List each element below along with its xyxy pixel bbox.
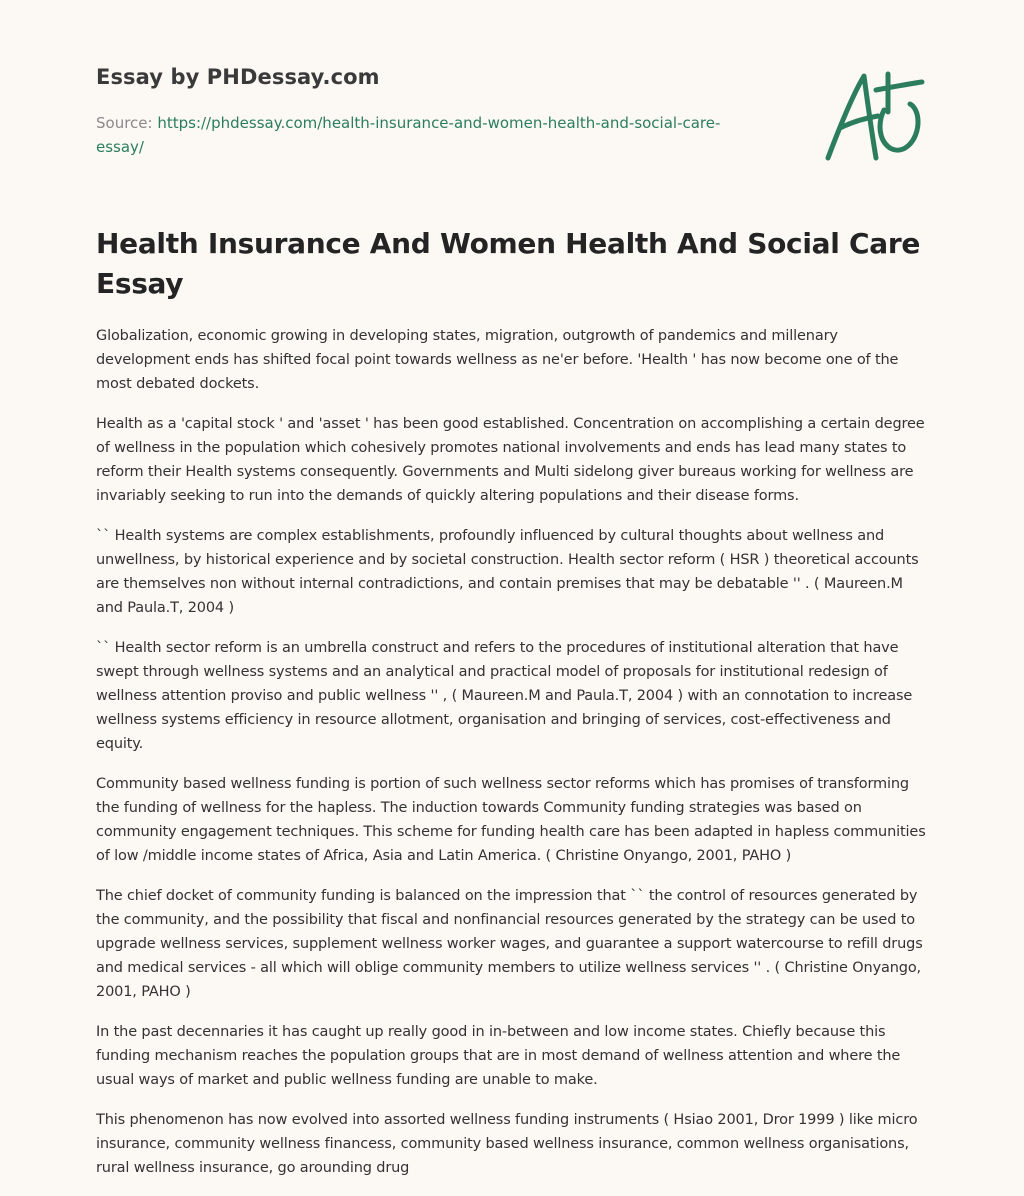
essay-paragraph: This phenomenon has now evolved into assorted wellness funding instruments ( Hsiao 2001, Dror 1999 ) like micro insurance, community wellness financess, community based wellness insurance, common wellness organisations, rural wellness insurance, go arounding drug (96, 1112, 918, 1176)
essay-body (96, 324, 934, 1196)
a-plus-grade-icon (818, 66, 930, 166)
site-brand: Essay by PHDessay.com (96, 65, 380, 89)
source-link[interactable]: https://phdessay.com/health-insurance-and-women-health-and-social-care-essay/ (96, 114, 721, 156)
essay-paragraph: Health as a 'capital stock ' and 'asset ' has been good established. Concentration on accomplishing a certain degree of wellness in the population which cohesively promotes national involvements and ends has lead many states to reform their Health systems consequently. Governments and Multi sidelong giver bureaus working for wellness are invariably seeking to run into the demands of quickly altering populations and their disease forms. (96, 416, 925, 504)
essay-paragraph: Community based wellness funding is portion of such wellness sector reforms which has promises of transforming the funding of wellness for the hapless. The induction towards Community funding strategies was based on community engagement techniques. This scheme for funding health care has been adapted in hapless communities of low /middle income states of Africa, Asia and Latin America. ( Christine Onyango, 2001, PAHO ) (96, 776, 926, 864)
essay-paragraph: `` Health systems are complex establishments, profoundly influenced by cultural thoughts about wellness and unwellness, by historical experience and by societal construction. Health sector reform ( HSR ) theoretical accounts are themselves non without internal contradictions, and contain premises that may be debatable '' . ( Maureen.M and Paula.T, 2004 ) (96, 528, 919, 616)
essay-paragraph: In the past decennaries it has caught up really good in in-between and low income states. Chiefly because this funding mechanism reaches the population groups that are in most demand of wellness attention and where the usual ways of market and public wellness funding are unable to make. (96, 1024, 901, 1088)
essay-title: Health Insurance And Women Health And Social Care Essay (96, 227, 921, 300)
source-line (96, 111, 756, 159)
source-label: Source: (96, 114, 158, 132)
essay-paragraph: The chief docket of community funding is balanced on the impression that `` the control of resources generated by the community, and the possibility that fiscal and nonfinancial resources generated by the strategy can be used to upgrade wellness services, supplement wellness worker wages, and guarantee a support watercourse to refill drugs and medical services - all which will oblige community members to utilize wellness services '' . ( Christine Onyango, 2001, PAHO ) (96, 888, 923, 1000)
essay-paragraph: `` Health sector reform is an umbrella construct and refers to the procedures of institutional alteration that have swept through wellness systems and an analytical and practical model of proposals for institutional redesign of wellness attention proviso and public wellness '' , ( Maureen.M and Paula.T, 2004 ) with an connotation to increase wellness systems efficiency in resource allotment, organisation and bringing of services, cost-effectiveness and equity. (96, 640, 913, 752)
essay-paragraph: Globalization, economic growing in developing states, migration, outgrowth of pandemics and millenary development ends has shifted focal point towards wellness as ne'er before. 'Health ' has now become one of the most debated dockets. (96, 328, 899, 392)
site-header (96, 62, 756, 159)
